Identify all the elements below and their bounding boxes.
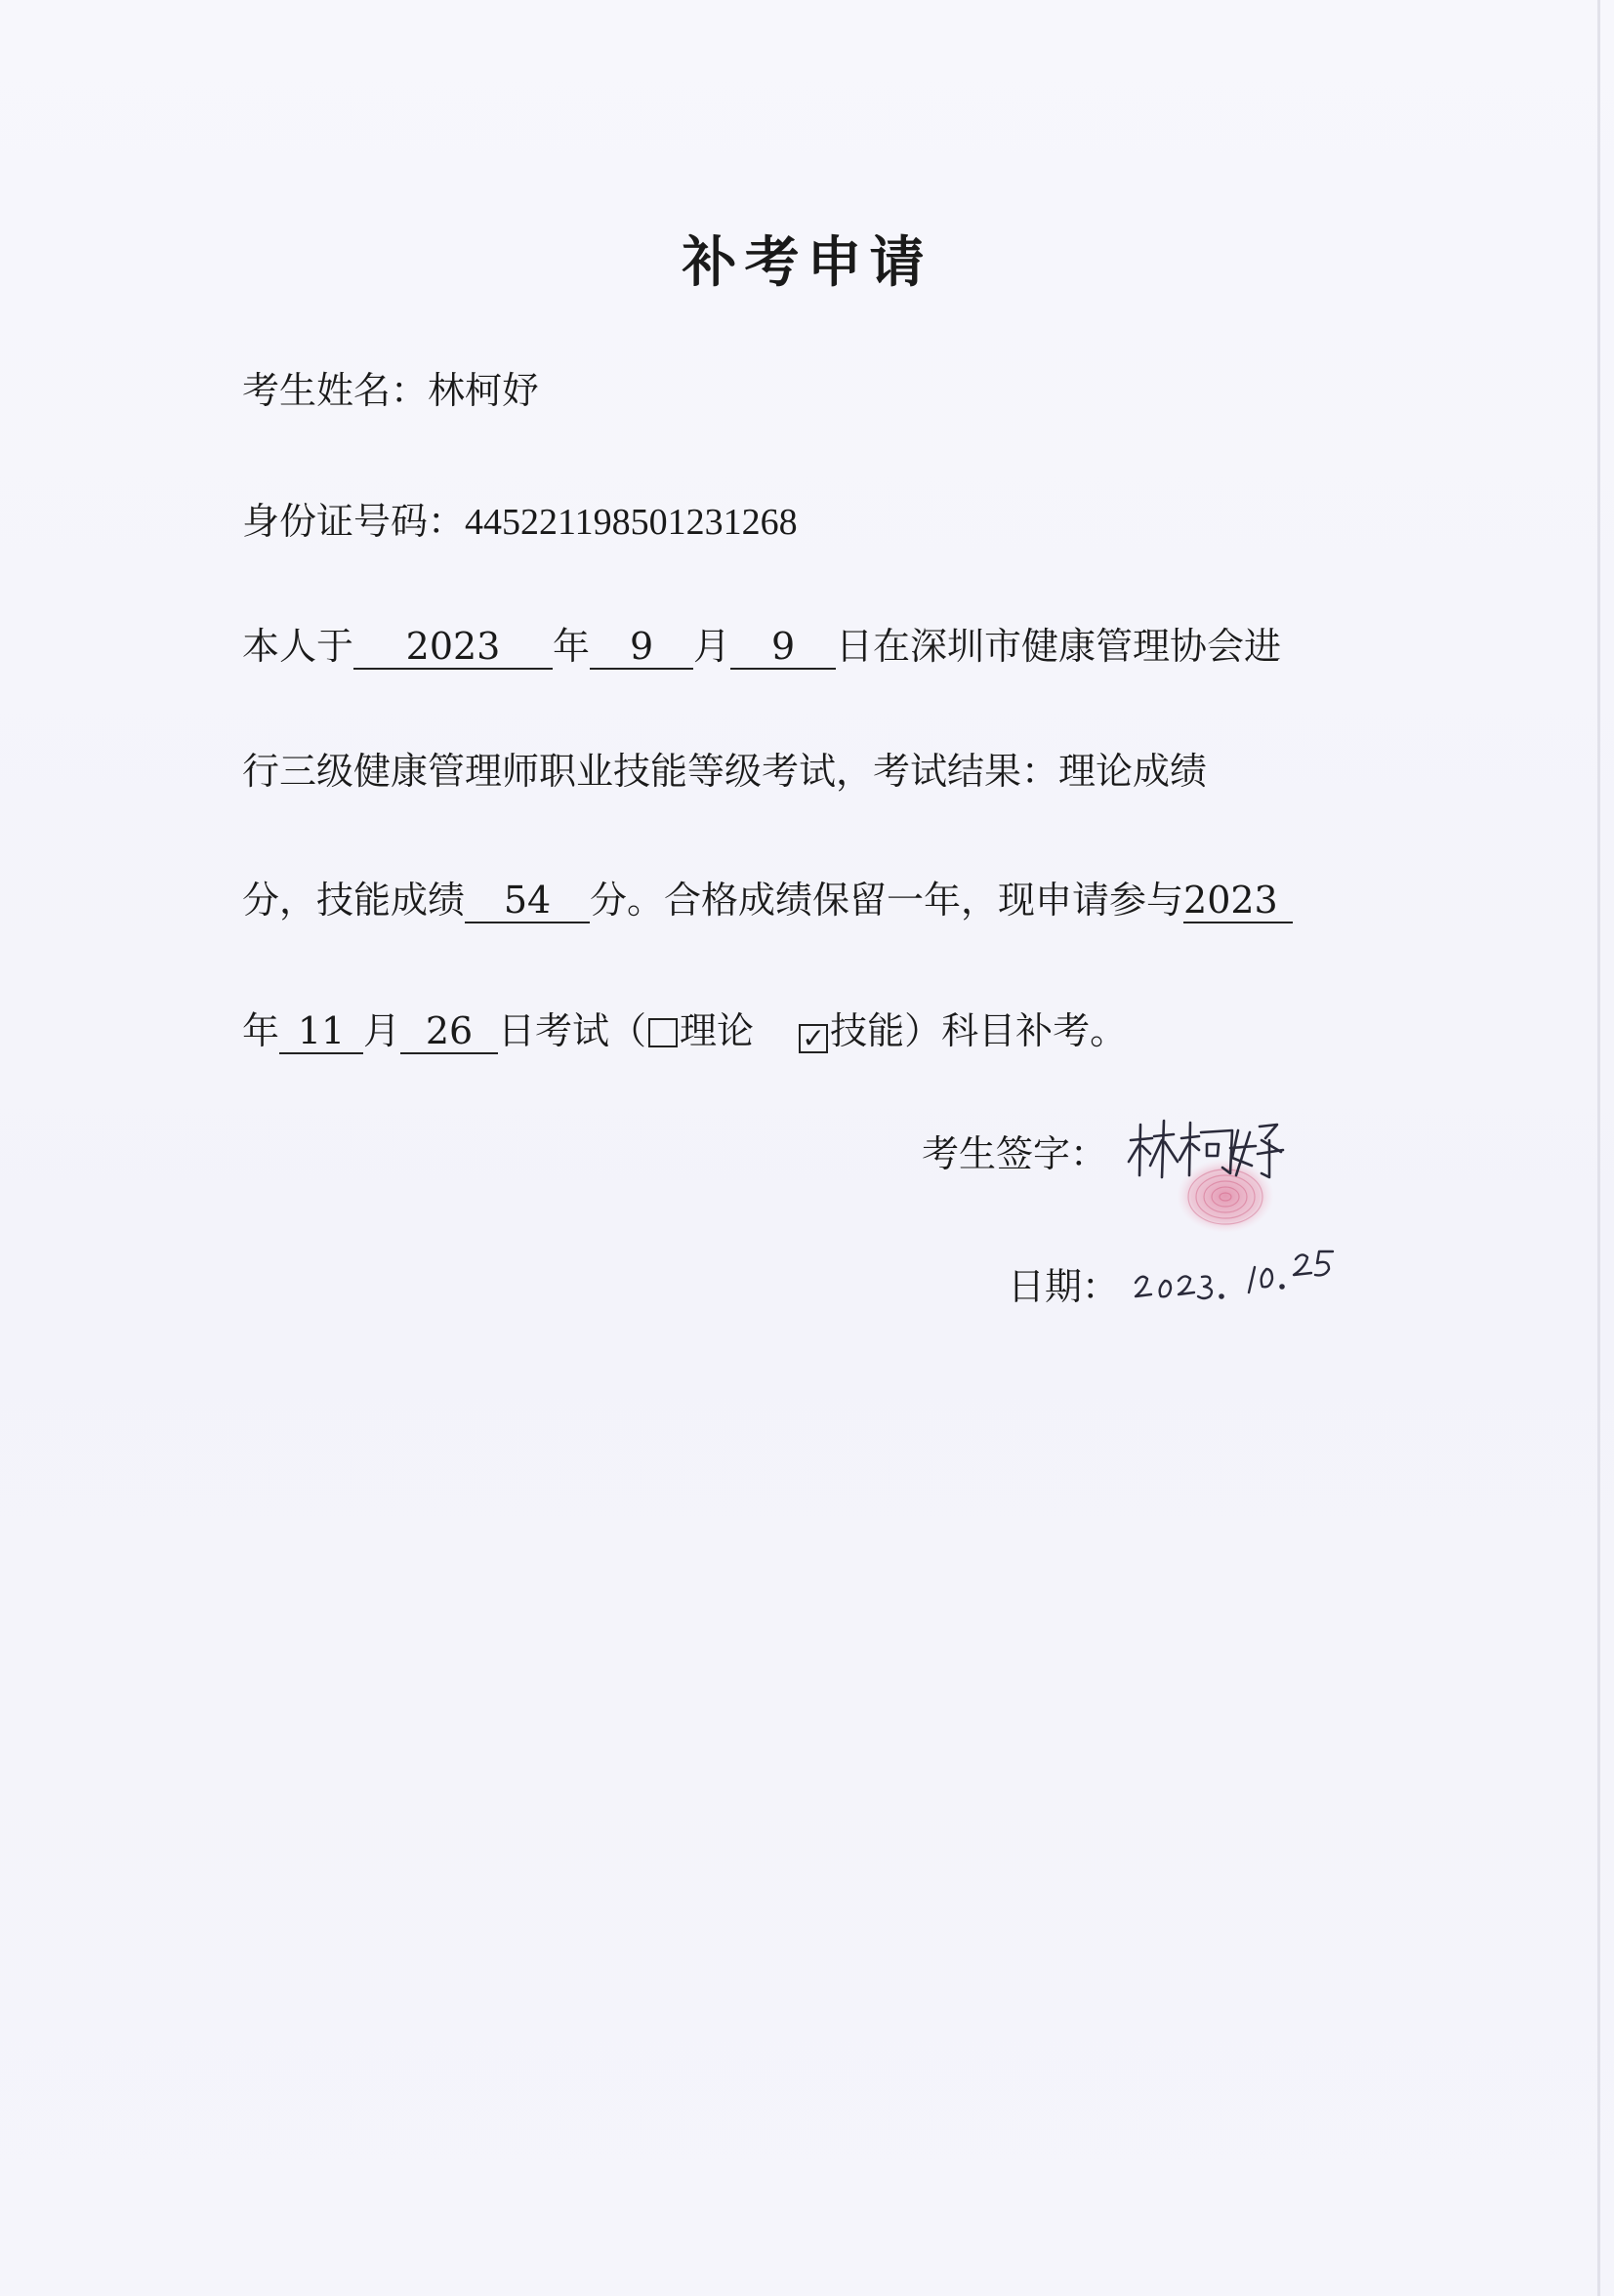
skill-checkbox[interactable]: ✓ bbox=[799, 1024, 828, 1053]
text-segment: 年 bbox=[242, 1009, 280, 1052]
text-segment: 分，技能成绩 bbox=[242, 879, 466, 922]
text-segment: 月 bbox=[363, 1009, 401, 1052]
paragraph-line-1 bbox=[242, 621, 1281, 672]
retake-year-blank: 2023 bbox=[1183, 879, 1293, 923]
document-title: 补考申请 bbox=[682, 231, 932, 295]
text-segment: 日在深圳市健康管理协会进 bbox=[836, 625, 1282, 668]
name-label: 考生姓名： bbox=[242, 369, 429, 412]
text-segment: 本人于 bbox=[242, 625, 354, 668]
theory-checkbox[interactable] bbox=[648, 1018, 678, 1047]
id-value: 445221198501231268 bbox=[465, 502, 798, 543]
id-row bbox=[242, 496, 798, 548]
paragraph-line-2 bbox=[242, 746, 1207, 797]
signature-label: 考生签字： bbox=[922, 1132, 1108, 1175]
text-segment: ）科目补考。 bbox=[904, 1009, 1128, 1052]
exam-year-blank: 2023 bbox=[353, 625, 553, 670]
signature-row bbox=[922, 1128, 1107, 1179]
text-segment: 分。合格成绩保留一年，现申请参与 bbox=[590, 879, 1184, 922]
retake-month-blank: 11 bbox=[279, 1009, 363, 1054]
text-segment: 年 bbox=[553, 625, 591, 668]
skill-score-blank: 54 bbox=[465, 879, 590, 923]
skill-option-label: 技能 bbox=[830, 1009, 905, 1052]
name-value: 林柯妤 bbox=[428, 369, 540, 412]
theory-option-label: 理论 bbox=[680, 1009, 755, 1052]
id-label: 身份证号码： bbox=[242, 500, 466, 543]
name-row bbox=[242, 365, 539, 416]
date-row bbox=[1008, 1261, 1119, 1312]
handwritten-date bbox=[1128, 1238, 1362, 1306]
paragraph-line-3 bbox=[242, 875, 1293, 925]
paragraph-line-4 bbox=[242, 1005, 1127, 1056]
exam-month-blank: 9 bbox=[590, 625, 693, 670]
scan-edge-shadow bbox=[1597, 0, 1600, 2296]
text-segment: 月 bbox=[693, 625, 731, 668]
handwritten-signature bbox=[1123, 1111, 1289, 1189]
text-segment: 日考试（ bbox=[498, 1009, 647, 1052]
date-label: 日期： bbox=[1008, 1265, 1120, 1308]
exam-day-blank: 9 bbox=[730, 625, 836, 670]
text-segment: 行三级健康管理师职业技能等级考试，考试结果：理论成绩 bbox=[242, 750, 1208, 793]
retake-day-blank: 26 bbox=[400, 1009, 498, 1054]
